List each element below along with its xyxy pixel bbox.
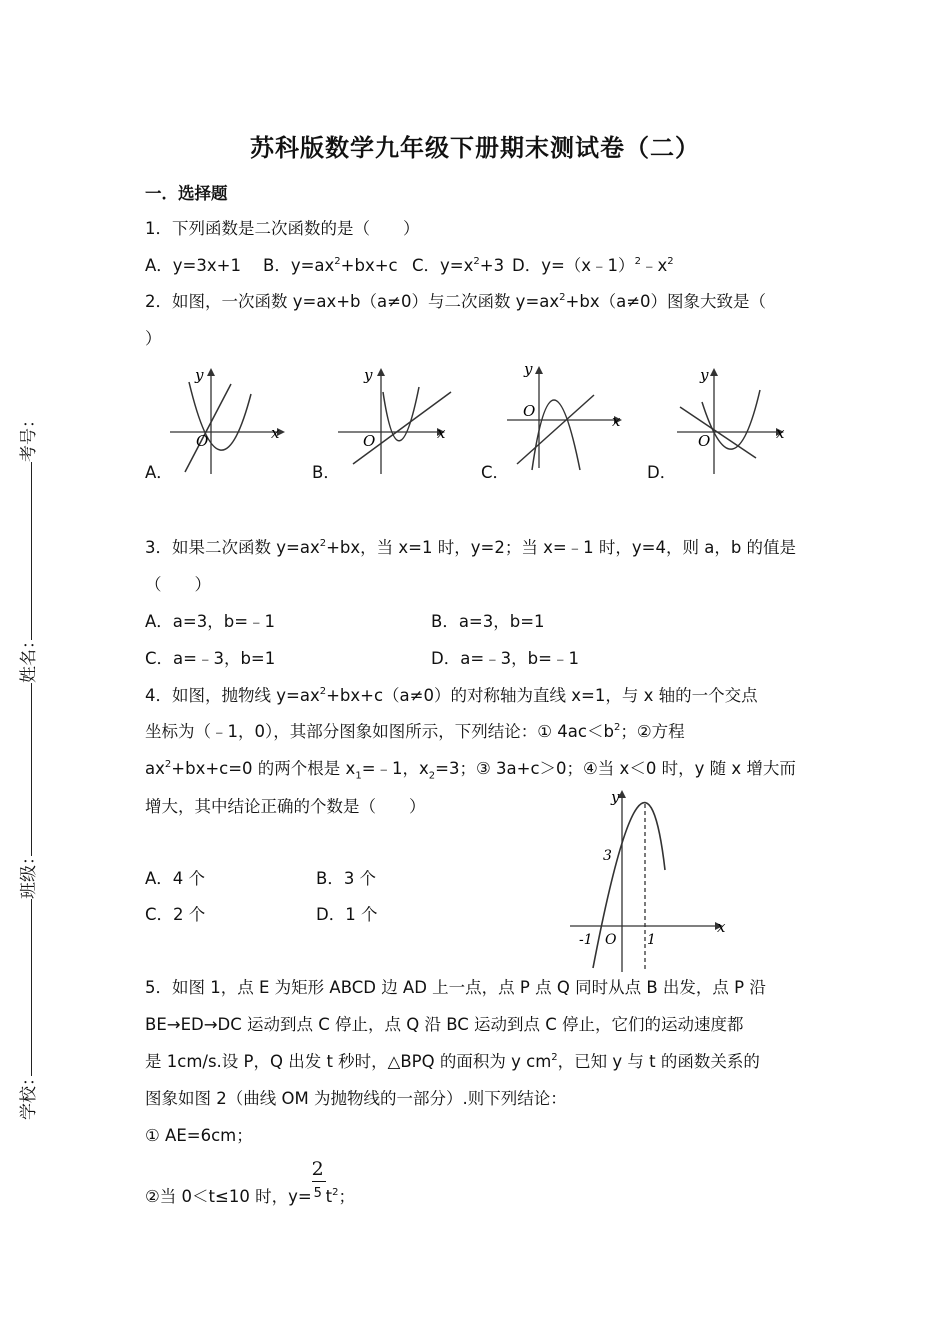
sidebar-exam-no: 考号： — [19, 411, 39, 462]
q2a-x-label: x — [271, 424, 280, 442]
fraction-numerator: 2 — [311, 1158, 324, 1180]
sidebar-line-1 — [31, 462, 32, 640]
q2c-origin-label: O — [523, 402, 536, 420]
q2b-origin-label: O — [363, 432, 376, 450]
sidebar-school: 学校： — [19, 1069, 39, 1120]
sidebar-name: 姓名： — [19, 632, 39, 683]
q4-option-b: B．3 个 — [316, 869, 377, 888]
q2a-y-label: y — [195, 366, 204, 384]
sidebar-line-3 — [31, 899, 32, 1076]
q2-label-a: A． — [145, 463, 173, 482]
q5-conclusion-1: ① AE=6cm； — [145, 1126, 253, 1145]
q4-x-label: x — [717, 918, 726, 936]
q4-graph — [565, 782, 735, 972]
q2-stem: 2．如图，一次函数 y=ax+b（a≠0）与二次函数 $y=ax^2+bx(a\ne 0)$图象大致是（ — [145, 292, 767, 311]
q2-graph-a — [165, 362, 285, 482]
q5-conclusion-2: ②当 0＜t≤10 时，y= 2 5 $t^2$； — [145, 1158, 356, 1206]
q5-line-1: 5．如图 1，点 E 为矩形 ABCD 边 AD 上一点，点 P 点 Q 同时从点 B 出发，点 P 沿 — [145, 978, 766, 997]
q2b-y-label: y — [364, 366, 373, 384]
q5-line-2: BE→ED→DC 运动到点 C 停止，点 Q 沿 BC 运动到点 C 停止，它们的运动速度都 — [145, 1015, 744, 1034]
q1-option-a: A．y=3x+1 — [145, 256, 241, 275]
q2-graph-c — [502, 360, 632, 472]
q4-neg1-label: -1 — [579, 932, 593, 948]
section-heading: 一．选择题 — [145, 184, 228, 203]
q3-option-b: B．a=3，b=1 — [431, 612, 545, 631]
q4-three-label: 3 — [603, 848, 612, 864]
q3-stem-end: （ ） — [145, 575, 211, 594]
q2-stem-end: ） — [145, 329, 162, 348]
q2d-x-label: x — [776, 424, 785, 442]
q4-line-3: $ax^2+bx+c=0$ 的两个根是 $x_1=﹣1$，$x_2=3$；③ 3a+c＞0；④当 x＜0 时，y 随 x 增大而 — [145, 759, 796, 782]
q2c-y-label: y — [524, 360, 533, 378]
q3-stem: 3．如果二次函数 $y=ax^2+bx$，当 x=1 时，y=2；当 x=﹣1 时，y=4，则 a，b 的值是 — [145, 538, 797, 557]
q4-option-c: C．2 个 — [145, 905, 206, 924]
q2-graph-b — [333, 362, 453, 482]
q2-label-c: C． — [481, 463, 510, 482]
sidebar-class: 班级： — [19, 848, 39, 899]
q2c-x-label: x — [612, 412, 621, 430]
q2b-x-label: x — [437, 424, 446, 442]
q2-label-d: D． — [647, 463, 677, 482]
q3-option-d: D．a=﹣3，b=﹣1 — [431, 649, 579, 668]
q2d-y-label: y — [700, 366, 709, 384]
q2-label-b: B． — [312, 463, 340, 482]
q2a-origin-label: O — [196, 432, 209, 450]
q5-line-3: 是 1cm/s.设 P，Q 出发 t 秒时，△BPQ 的面积为 y $cm^2$，已知 y 与 t 的函数关系的 — [145, 1052, 760, 1071]
q2d-origin-label: O — [698, 432, 711, 450]
q4-origin-label: O — [605, 932, 617, 948]
q4-line-2: 坐标为（﹣1，0），其部分图象如图所示，下列结论：① $4ac<b^2$；②方程 — [145, 722, 685, 741]
q5-line-4: 图象如图 2（曲线 OM 为抛物线的一部分）.则下列结论： — [145, 1089, 567, 1108]
page-title: 苏科版数学九年级下册期末测试卷（二） — [250, 133, 700, 162]
q1-option-b: B．$y=ax^2+bx+c$ — [263, 256, 398, 275]
q4-line-1: 4．如图，抛物线 $y=ax^2+bx+c(a\ne 0)$的对称轴为直线 x=1，与 x 轴的一个交点 — [145, 686, 758, 705]
fraction-denominator: 5 — [313, 1186, 322, 1201]
q4-one-label: 1 — [647, 932, 656, 948]
q4-option-d: D．1 个 — [316, 905, 378, 924]
q3-option-c: C．a=﹣3，b=1 — [145, 649, 276, 668]
q3-option-a: A．a=3，b=﹣1 — [145, 612, 276, 631]
q4-line-4: 增大，其中结论正确的个数是（ ） — [145, 797, 426, 816]
q4-option-a: A．4 个 — [145, 869, 206, 888]
q1-option-d: D．$y=(x﹣1)^2﹣x^2$ — [512, 256, 674, 275]
q1-option-c: C．$y=x^2+3$ — [412, 256, 505, 275]
q1-stem: 1．下列函数是二次函数的是（ ） — [145, 219, 420, 238]
q2-graph-d — [672, 362, 792, 482]
sidebar-line-2 — [31, 683, 32, 856]
q4-y-label: y — [611, 788, 620, 806]
